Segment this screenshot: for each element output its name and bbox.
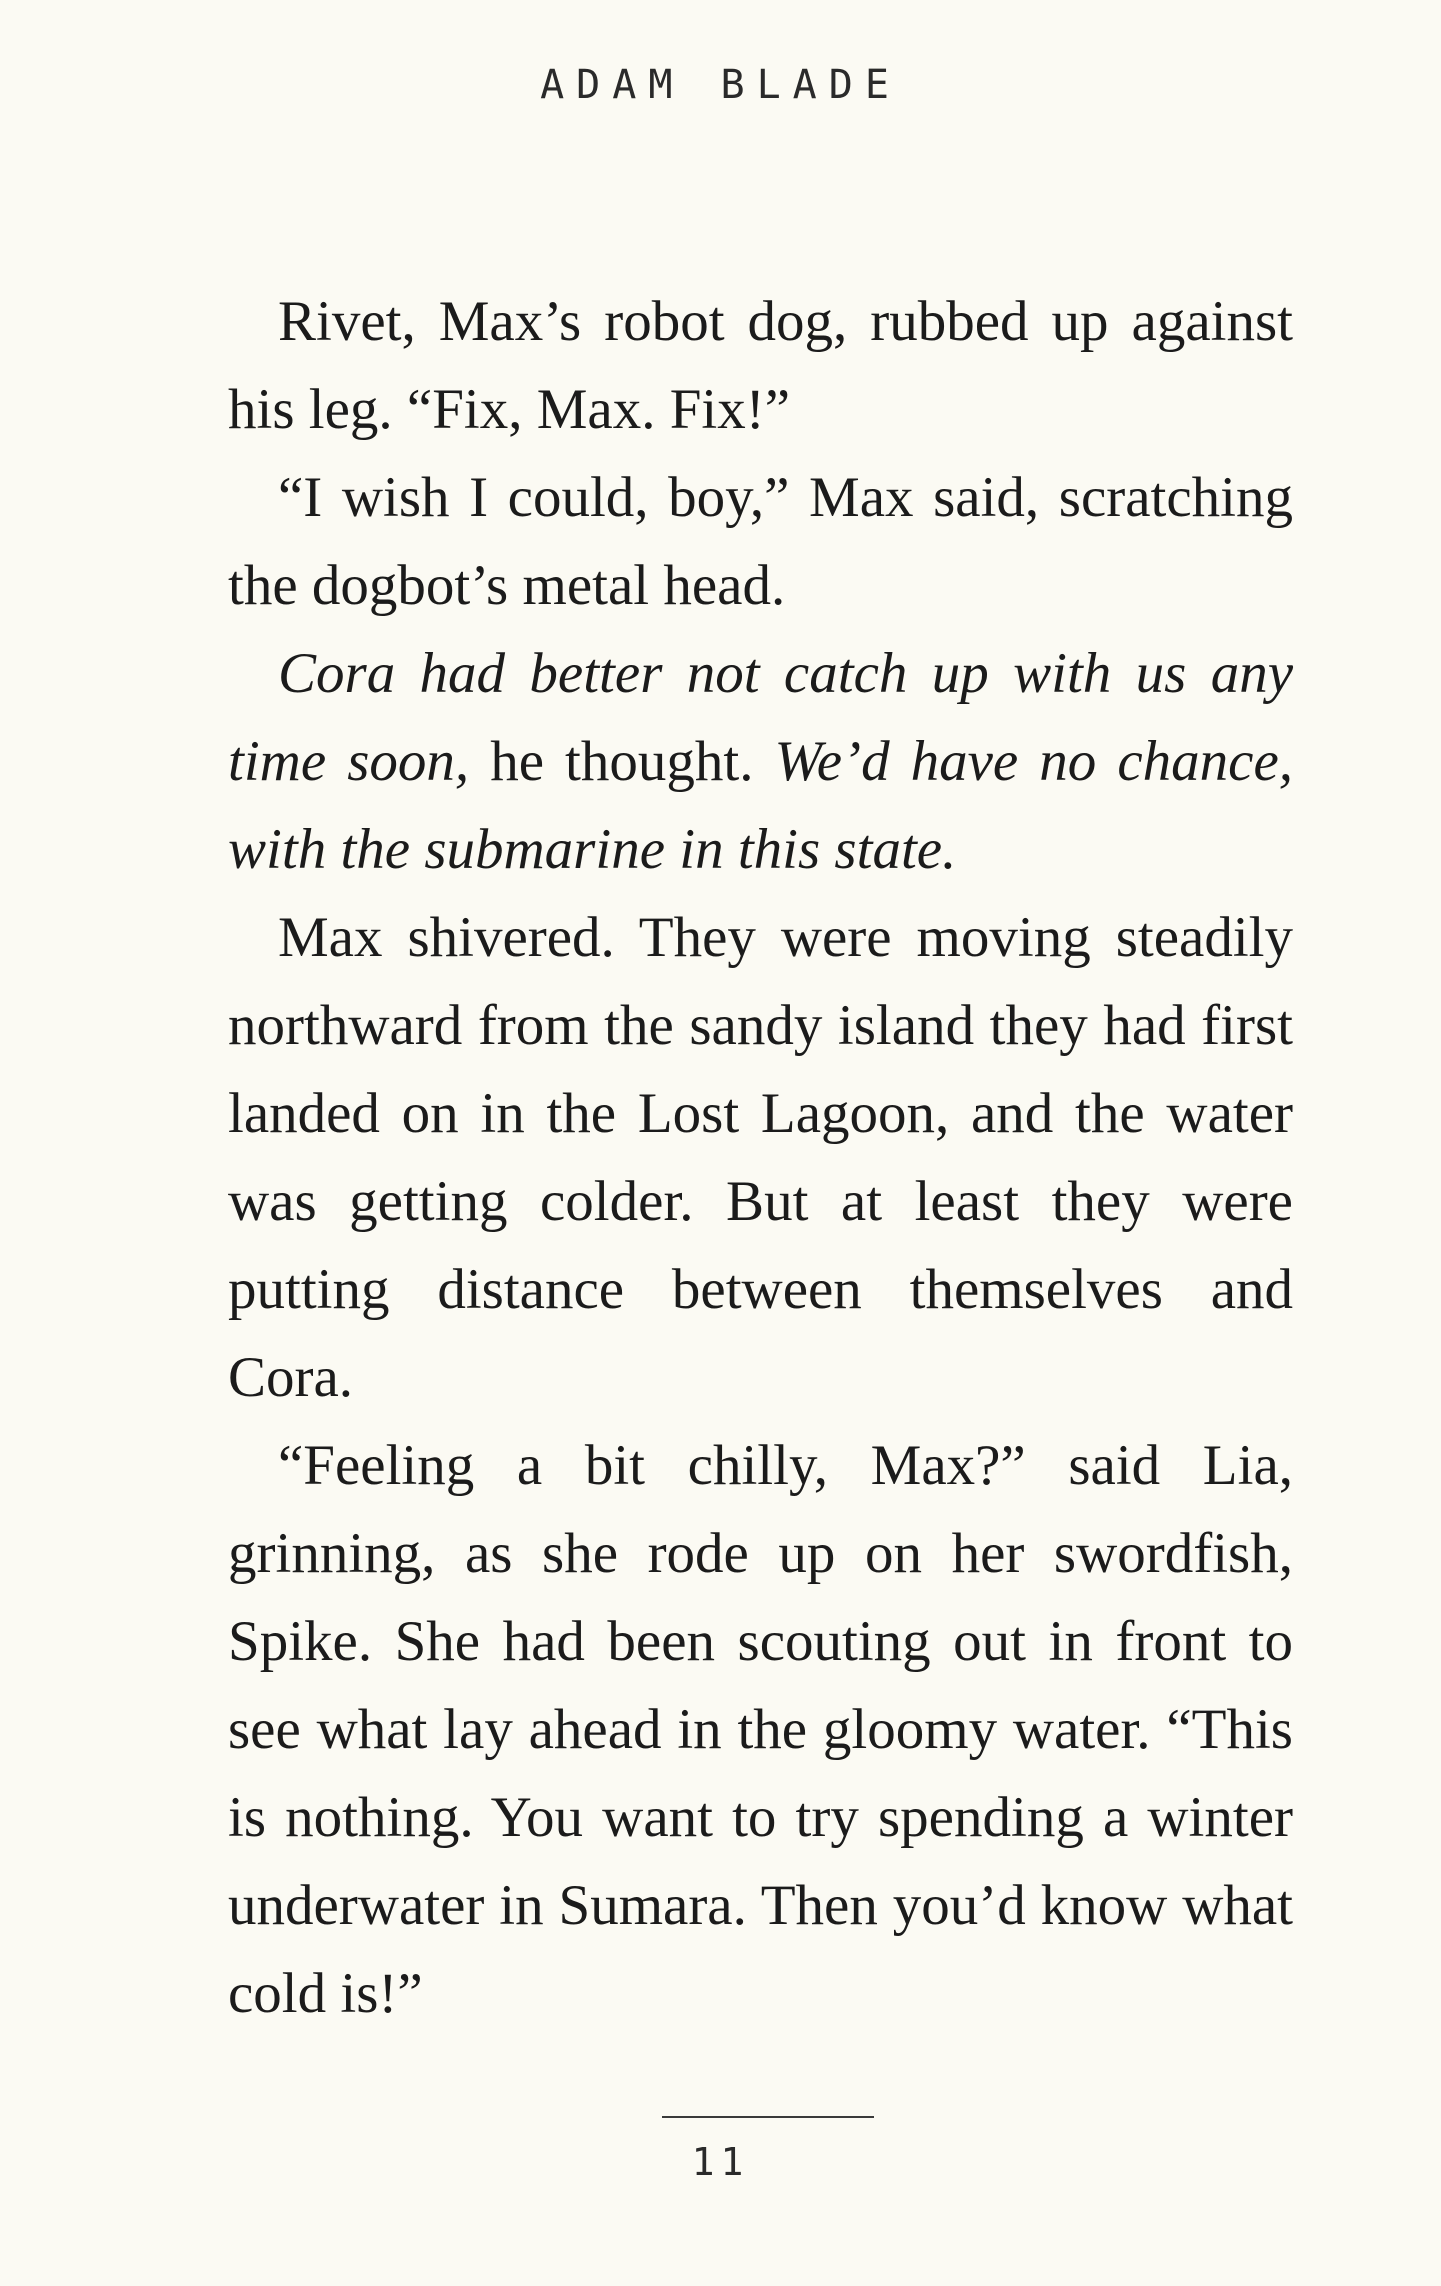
page-number: 11 xyxy=(691,2140,750,2184)
paragraph: “I wish I could, boy,” Max said, scratching the dogbot’s metal head. xyxy=(228,466,1293,617)
italic-thought: Cora had better not catch up with us any time soon, xyxy=(228,642,1293,793)
paragraph xyxy=(228,630,1293,894)
italic-thought: We’d have no chance, with the submarine in this state. xyxy=(228,730,1293,881)
body-text xyxy=(228,278,1293,2038)
footer-rule xyxy=(662,2116,874,2118)
paragraph: Max shivered. They were moving steadily northward from the sandy island they had first landed on in the Lost Lagoon, and the water was getting colder. But at least they were putting distance between themselves and Cora. xyxy=(228,906,1293,1409)
running-head: ADAM BLADE xyxy=(540,62,901,108)
paragraph: “Feeling a bit chilly, Max?” said Lia, grinning, as she rode up on her swordfish, Spike. She had been scouting out in front to see what lay ahead in the gloomy water. “This is nothing. You want to try spending a winter underwater in Sumara. Then you’d know what cold is!” xyxy=(228,1434,1293,2025)
paragraph: Rivet, Max’s robot dog, rubbed up against his leg. “Fix, Max. Fix!” xyxy=(228,290,1293,441)
narration: he thought. xyxy=(469,730,775,793)
